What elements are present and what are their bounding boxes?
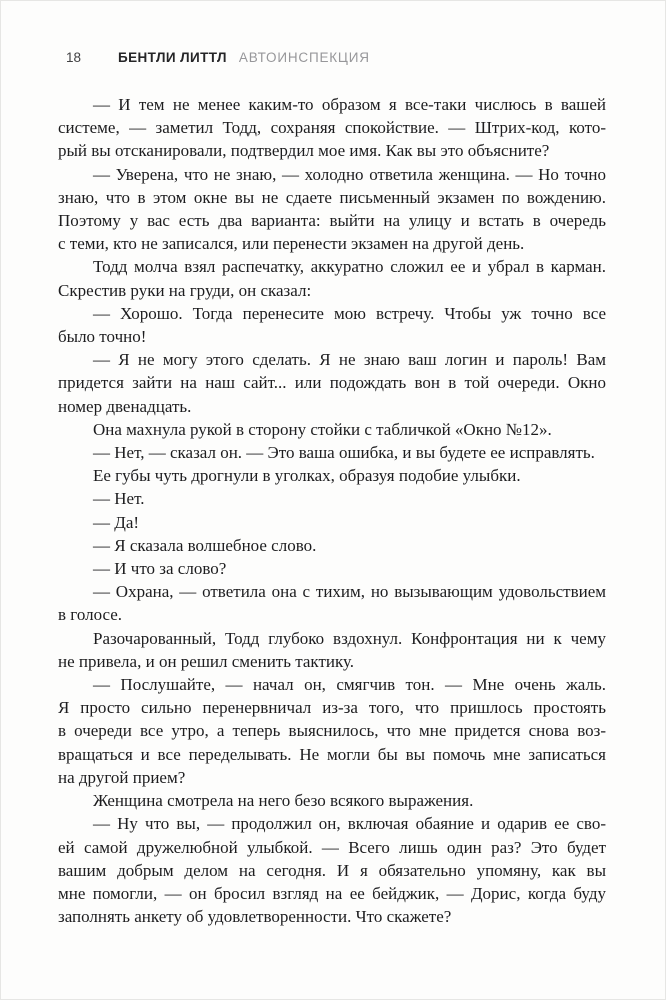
- text-line: — Охрана, — ответила она с тихим, но вызывающим удовольствием: [93, 582, 606, 602]
- text-line: придется зайти на наш сайт... или подождать вон в той очереди. Окно: [58, 373, 606, 393]
- author-name: БЕНТЛИ ЛИТТЛ: [118, 50, 227, 65]
- text-line: — Ну что вы, — продолжил он, включая обаяние и одарив ее сво-: [93, 814, 606, 834]
- paragraph: [58, 93, 606, 163]
- text-line: с теми, кто не записался, или перенести экзамен на другой день.: [58, 234, 525, 254]
- text-line: в голосе.: [58, 605, 123, 625]
- text-line: — И что за слово?: [93, 559, 227, 579]
- text-line: — Послушайте, — начал он, смягчив тон. — Мне очень жаль.: [93, 675, 606, 695]
- paragraph: [58, 348, 606, 418]
- text-line: Я просто сильно перенервничал из-за того, что пришлось простоять: [58, 698, 606, 718]
- text-line: в очереди все утро, а теперь выяснилось, что мне придется снова воз-: [58, 721, 606, 741]
- text-line: Поэтому у вас есть два варианта: выйти на улицу и встать в очередь: [58, 211, 606, 231]
- page-number: 18: [66, 50, 82, 65]
- text-line: на другой прием?: [58, 767, 186, 787]
- paragraph: [58, 487, 606, 510]
- paragraph: [58, 511, 606, 534]
- text-line: не привела, и он решил сменить тактику.: [58, 651, 355, 671]
- text-line: — Уверена, что не знаю, — холодно ответила женщина. — Но точно: [93, 164, 606, 184]
- text-line: Скрестив руки на груди, он сказал:: [58, 280, 312, 300]
- book-title: АВТОИНСПЕКЦИЯ: [238, 50, 370, 65]
- text-line: — Нет, — сказал он. — Это ваша ошибка, и вы будете ее исправлять.: [93, 443, 595, 463]
- text-line: — Да!: [93, 512, 140, 532]
- text-line: ей самой дружелюбной улыбкой. — Всего лишь один раз? Это будет: [58, 837, 606, 857]
- text-line: — И тем не менее каким-то образом я все-таки числюсь в вашей: [93, 95, 606, 114]
- text-line: — Хорошо. Тогда перенесите мою встречу. Чтобы уж точно все: [93, 303, 606, 323]
- paragraph: [58, 302, 606, 348]
- paragraph: [58, 627, 606, 673]
- text-line: Тодд молча взял распечатку, аккуратно сложил ее и убрал в карман.: [93, 257, 606, 277]
- text-line: — Нет.: [93, 489, 145, 509]
- text-line: номер двенадцать.: [58, 396, 192, 416]
- paragraph: [58, 534, 606, 557]
- text-line: знаю, что в этом окне вы не сдаете письменный экзамен по вождению.: [58, 187, 606, 207]
- text-line: Она махнула рукой в сторону стойки с табличкой «Окно №12».: [93, 419, 552, 439]
- paragraph: [58, 673, 606, 789]
- paragraph: [58, 789, 606, 812]
- text-line: Женщина смотрела на него безо всякого выражения.: [93, 791, 474, 811]
- paragraph: [58, 441, 606, 464]
- paragraph: [58, 580, 606, 626]
- text-line: заполнять анкету об удовлетворенности. Что скажете?: [58, 907, 452, 927]
- paragraph: [58, 163, 606, 256]
- text-line: — Я сказала волшебное слово.: [93, 535, 317, 555]
- paragraph: [58, 418, 606, 441]
- paragraph: [58, 255, 606, 301]
- text-line: системе, — заметил Тодд, сохраняя спокойствие. — Штрих-код, кото-: [58, 118, 606, 138]
- text-line: Ее губы чуть дрогнули в уголках, образуя подобие улыбки.: [93, 466, 521, 486]
- text-line: Разочарованный, Тодд глубоко вздохнул. Конфронтация ни к чему: [93, 628, 606, 648]
- book-text: [58, 93, 606, 928]
- paragraph: [58, 557, 606, 580]
- paragraph: [58, 464, 606, 487]
- text-line: вашим добрым делом на сегодня. И я обязательно упомяну, как вы: [58, 860, 606, 880]
- text-line: было точно!: [58, 327, 147, 347]
- text-line: мне помогли, — он бросил взгляд на ее бейджик, — Дорис, когда буду: [58, 883, 606, 903]
- text-line: — Я не могу этого сделать. Я не знаю ваш логин и пароль! Вам: [93, 350, 606, 370]
- text-line: рый вы отсканировали, подтвердил мое имя. Как вы это объясните?: [58, 141, 550, 161]
- text-line: вращаться и все переделывать. Не могли бы вы помочь мне записаться: [58, 744, 606, 764]
- running-header: [66, 51, 605, 65]
- paragraph: [58, 812, 606, 928]
